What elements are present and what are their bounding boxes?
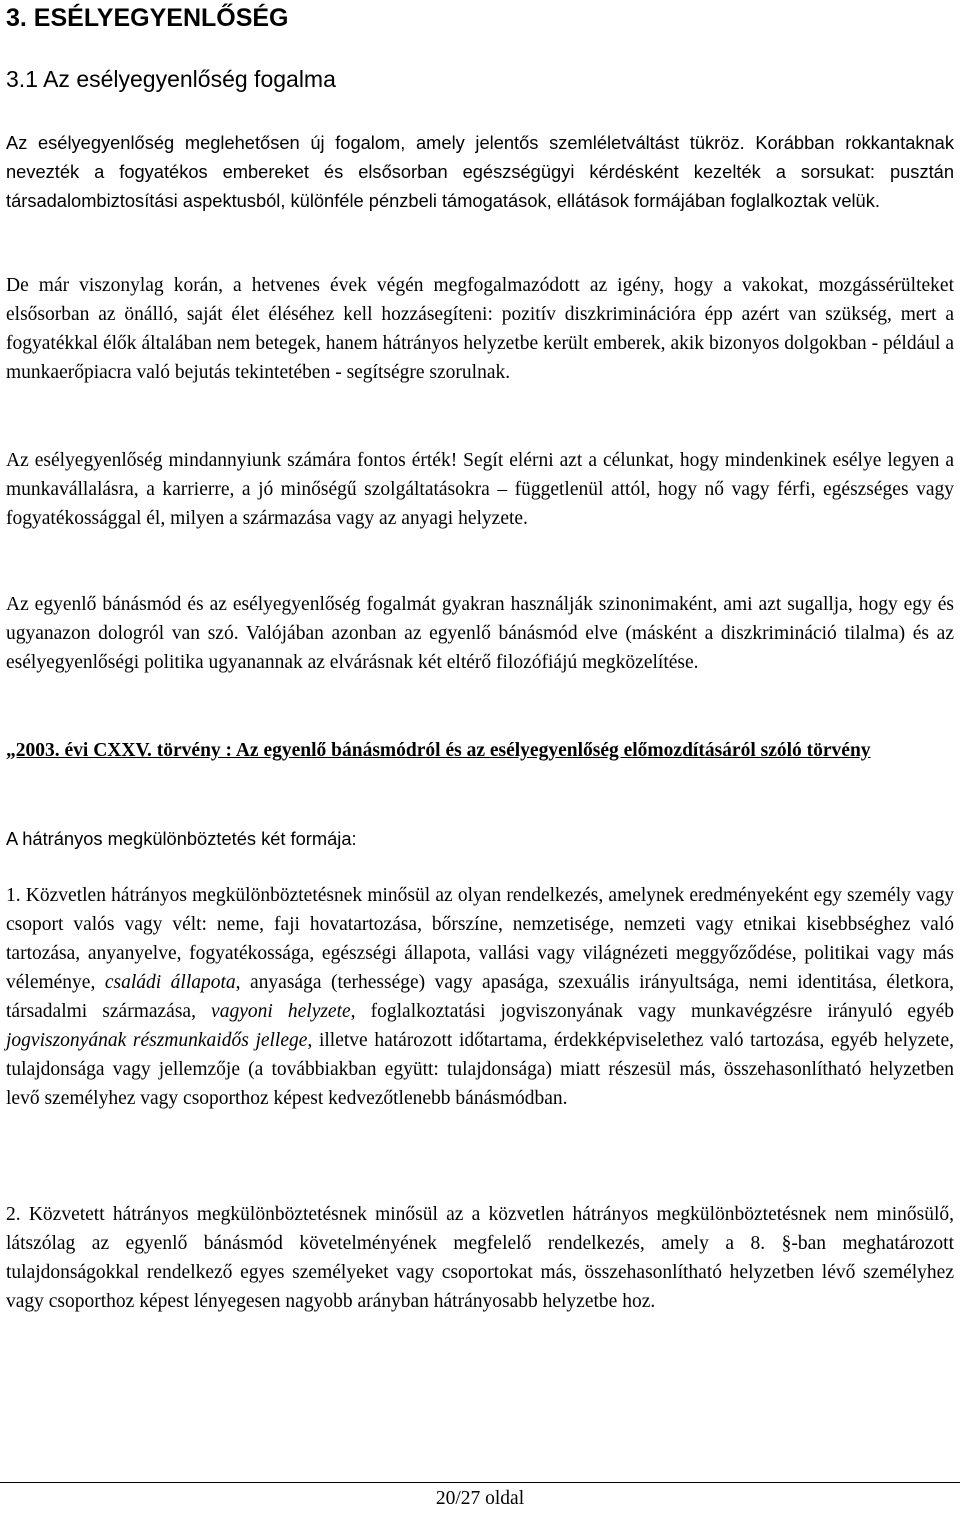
section-heading: 3.1 Az esélyegyenlőség fogalma bbox=[6, 66, 336, 92]
item1-text-a: 1. Közvetlen hátrányos megkülönböztetésnek minősül az olyan rendelkezés, amelynek eredményeként egy személy vagy csoport valós vagy vélt: neme, faji hovatartozása, bőrszíne, nemzetisége, nemzeti vagy etnikai kisebbséghez való tartozása, anyanyelve, fogyatékossága, egészségi állapota, vallási vagy világnézeti meggyőződése, politikai vagy más véleménye, bbox=[6, 885, 954, 993]
paragraph-history: De már viszonylag korán, a hetvenes évek végén megfogalmazódott az igény, hogy a vakokat, mozgássérülteket elsősorban az önálló, saját élet éléséhez kell hozzásegíteni: pozitív diszkriminációra épp azért van szükség, mert a fogyatékkal élők általában nem betegek, hanem hátrányos helyzetbe került emberek, akik bizonyos dolgokban - például a munkaerőpiacra való bejutás tekintetében - segítségre szorulnak. bbox=[6, 275, 954, 383]
law-title: „2003. évi CXXV. törvény : Az egyenlő bánásmódról és az esélyegyenlőség előmozdításáról szóló törvény bbox=[6, 740, 871, 761]
item1-text-c: , foglalkoztatási jogviszonyának vagy munkavégzésre irányuló egyéb bbox=[350, 1001, 954, 1022]
paragraph-intro: Az esélyegyenlőség meglehetősen új fogalom, amely jelentős szemléletváltást tükröz. Korábban rokkantaknak nevezték a fogyatékos embereket és elsősorban egészségügyi kérdésként kezelték a sorsukat: pusztán társadalombiztosítási aspektusból, különféle pénzbeli támogatások, ellátások formájában foglalkoztak velük. bbox=[6, 132, 954, 211]
item1-text-b: , anyasága (terhessége) vagy apasága, szexuális irányultsága, nemi identitása, életkora, társadalmi származása, bbox=[6, 972, 954, 1022]
footer-divider bbox=[0, 1482, 960, 1483]
page-number: 20/27 oldal bbox=[435, 1488, 525, 1509]
chapter-heading: 3. ESÉLYEGYENLŐSÉG bbox=[6, 4, 289, 32]
item1-italic-family-status: családi állapota bbox=[104, 972, 236, 993]
forms-heading: A hátrányos megkülönböztetés két formája: bbox=[6, 828, 357, 849]
paragraph-equal-treatment: Az egyenlő bánásmód és az esélyegyenlőség fogalmát gyakran használják szinonimaként, ami azt sugallja, hogy egy és ugyanazon dologról van szó. Valójában azonban az egyenlő bánásmód elve (másként a diszkrimináció tilalma) és az esélyegyenlőségi politika ugyanannak az elvárásnak két eltérő filozófiájú megközelítése. bbox=[6, 594, 954, 673]
item1-italic-part-time: jogviszonyának részmunkaidős jellege bbox=[6, 1030, 308, 1051]
paragraph-value: Az esélyegyenlőség mindannyiunk számára fontos érték! Segít elérni azt a célunkat, hogy mindenkinek esélye legyen a munkavállalásra, a karrierre, a jó minőségű szolgáltatásokra – függetlenül attól, hogy nő vagy férfi, egészséges vagy fogyatékossággal él, milyen a származása vagy az anyagi helyzete. bbox=[6, 450, 954, 529]
item1-italic-wealth: vagyoni helyzete bbox=[211, 1001, 351, 1022]
list-item-indirect-discrimination: 2. Közvetett hátrányos megkülönböztetésnek minősül az a közvetlen hátrányos megkülönböztetésnek nem minősülő, látszólag az egyenlő bánásmód követelményének megfelelő rendelkezés, amely a 8. §-ban meghatározott tulajdonságokkal rendelkező egyes személyeket vagy csoportokat más, összehasonlítható helyzetben lévő személyhez vagy csoporthoz képest lényegesen nagyobb arányban hátrányosabb helyzetbe hoz. bbox=[6, 1204, 954, 1312]
list-item-direct-discrimination bbox=[6, 881, 954, 1113]
item1-text-d: , illetve határozott időtartama, érdekképviselethez való tartozása, egyéb helyzete, tulajdonsága vagy jellemzője (a továbbiakban együtt: tulajdonsága) miatt részesül más, összehasonlítható helyzetben levő személyhez vagy csoporthoz képest kedvezőtlenebb bánásmódban. bbox=[6, 1030, 954, 1109]
